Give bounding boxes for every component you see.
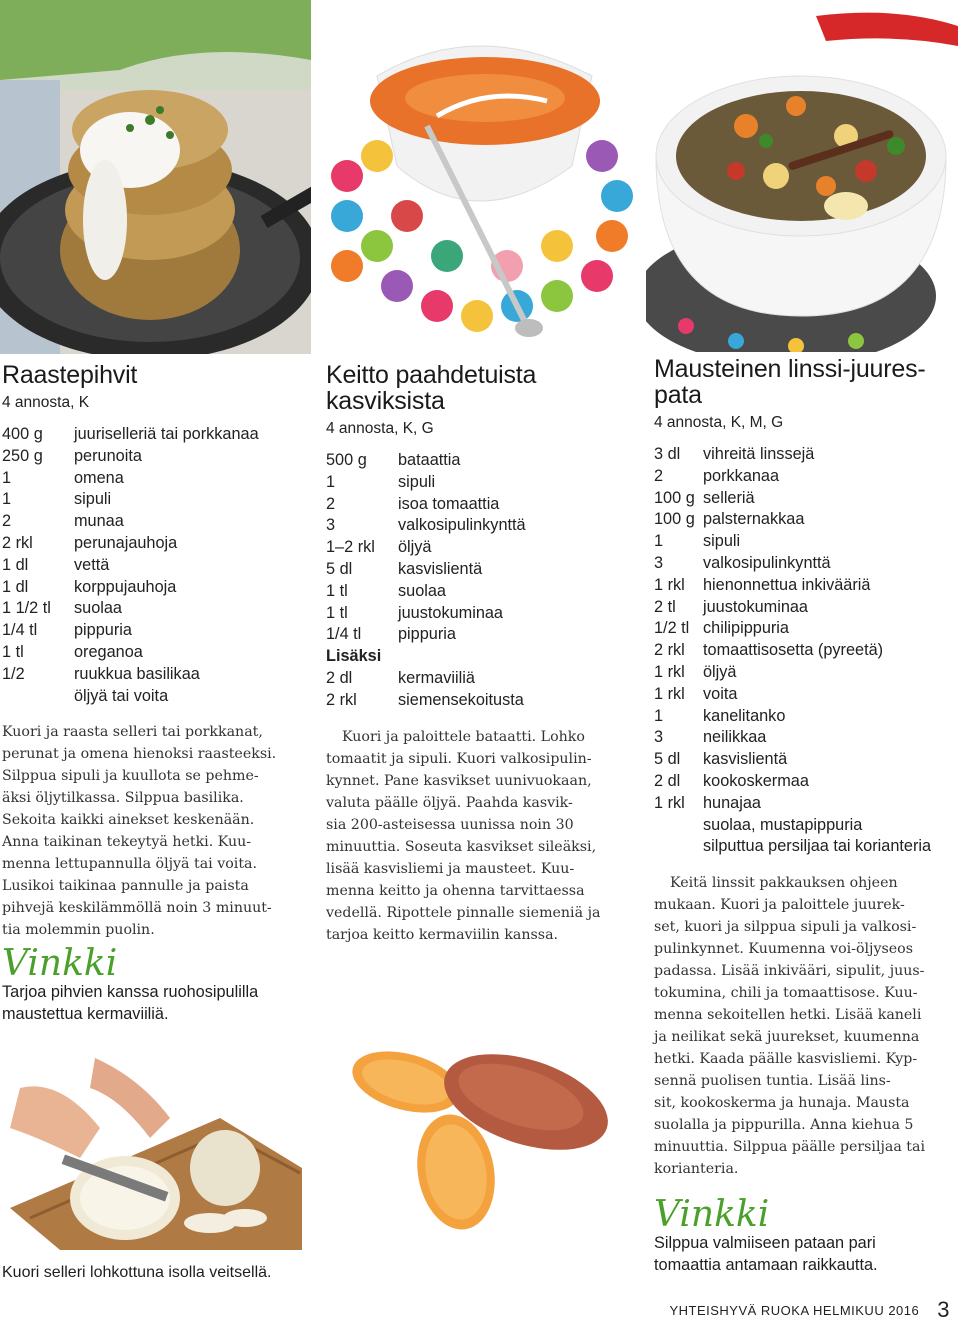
- text-line: tokumina, chili ja tomaattisose. Kuu-: [654, 985, 918, 1002]
- ingredient-row: [326, 668, 526, 690]
- recipe-linssi-juurespata: [654, 356, 958, 1276]
- ingredient-quantity: 250 g: [2, 446, 43, 465]
- ingredient-row: [654, 597, 931, 619]
- ingredient-row: [654, 488, 931, 510]
- ingredient-row: [326, 690, 526, 712]
- ingredient-row: [326, 581, 526, 603]
- ingredient-name: sipuli: [398, 472, 436, 491]
- ingredient-list: [2, 424, 259, 707]
- ingredient-row: [326, 537, 526, 559]
- ingredient-name: ruukkua basilikaa: [74, 664, 200, 683]
- ingredient-name: omena: [74, 468, 124, 487]
- ingredient-row: [2, 489, 259, 511]
- ingredient-row: [2, 664, 259, 686]
- ingredient-row: [2, 577, 259, 599]
- ingredient-quantity: 1: [326, 472, 336, 491]
- ingredient-name: palsternakkaa: [703, 510, 805, 529]
- ingredient-row: [326, 624, 526, 646]
- ingredient-name: sipuli: [703, 532, 741, 551]
- text-line: Lusikoi taikinaa pannulle ja paista: [2, 878, 249, 895]
- ingredient-quantity: 100 g: [654, 488, 695, 507]
- recipe-raastepihvit: [2, 362, 306, 1025]
- ingredient-name: hunajaa: [703, 793, 761, 812]
- ingredient-name: siemensekoitusta: [398, 690, 524, 709]
- ingredient-quantity: 400 g: [2, 425, 43, 443]
- ingredient-name: juustokuminaa: [398, 603, 503, 622]
- ingredient-quantity: 2: [2, 512, 12, 531]
- ingredient-quantity: 1/2 tl: [654, 619, 690, 638]
- ingredient-name: valkosipulinkynttä: [398, 516, 526, 535]
- tip-text: [2, 981, 306, 1025]
- text-line: pulinkynnet. Kuumenna voi-öljyseos: [654, 941, 913, 958]
- ingredient-quantity: 1: [2, 490, 12, 509]
- ingredient-quantity: 2: [654, 466, 664, 485]
- ingredient-name: pippuria: [74, 621, 132, 640]
- ingredient-row: [2, 620, 259, 642]
- text-line: [654, 872, 958, 894]
- ingredient-name: suolaa: [74, 599, 122, 618]
- page-footer: [669, 1298, 950, 1323]
- recipe-title: [654, 356, 958, 408]
- ingredient-row: [654, 793, 931, 815]
- ingredient-name: vettä: [74, 555, 110, 574]
- ingredient-row: [2, 511, 259, 533]
- ingredient-name: perunoita: [74, 446, 142, 465]
- text-line: lisää kasvisliemi ja mausteet. Kuu-: [326, 860, 575, 877]
- ingredient-row: [326, 515, 526, 537]
- ingredient-quantity: 3: [654, 728, 664, 747]
- text-line: sit, kookoskerma ja hunaja. Mausta: [654, 1095, 910, 1112]
- ingredient-quantity: 1 tl: [326, 603, 348, 622]
- ingredient-quantity: 2 dl: [326, 668, 353, 687]
- text-line: Sekoita kaikki ainekset keskenään.: [2, 812, 255, 829]
- page-number: 3: [937, 1297, 950, 1322]
- ingredient-quantity: 5 dl: [326, 559, 353, 578]
- text-line: Anna taikinan tekeytyä hetki. Kuu-: [2, 834, 252, 851]
- ingredient-name: neilikkaa: [703, 728, 767, 747]
- ingredient-name: valkosipulinkynttä: [703, 553, 831, 572]
- ingredient-name: suolaa, mustapippuria: [703, 815, 863, 834]
- ingredient-name: kermaviiliä: [398, 668, 475, 687]
- text-line: menna sekoitellen hetki. Lisää kaneli: [654, 1007, 922, 1024]
- ingredient-row: [2, 686, 259, 708]
- text-line: sennä puolisen tuntia. Lisää lins-: [654, 1073, 891, 1090]
- photo-soup-bowl: [317, 6, 637, 352]
- text-line: Tarjoa pihvien kanssa ruohosipulilla: [2, 983, 259, 1002]
- ingredient-row: [654, 575, 931, 597]
- ingredient-list: [654, 444, 931, 858]
- ingredient-name: öljyä: [703, 662, 737, 681]
- ingredient-subheading-label: Lisäksi: [326, 647, 382, 666]
- ingredient-quantity: [654, 836, 703, 858]
- ingredient-row: [654, 466, 931, 488]
- photo-caption: Kuori selleri lohkottuna isolla veitsellä.: [2, 1264, 272, 1281]
- tip-text: [654, 1232, 958, 1276]
- ingredient-name: kasvislientä: [703, 750, 788, 769]
- text-line: perunat ja omena hienoksi raasteeksi.: [2, 746, 277, 763]
- magazine-name: YHTEISHYVÄ RUOKA HELMIKUU 2016: [669, 1303, 920, 1318]
- ingredient-row: [654, 662, 931, 684]
- ingredient-row: [654, 684, 931, 706]
- text-line: sia 200-asteisessa uunissa noin 30: [326, 816, 574, 833]
- ingredient-name: sipuli: [74, 490, 112, 509]
- ingredient-quantity: 3: [326, 516, 336, 535]
- ingredient-name: hienonnettua inkivääriä: [703, 575, 871, 594]
- text-line: tomaattia antamaan raikkautta.: [654, 1256, 878, 1275]
- ingredient-name: korppujauhoja: [74, 577, 177, 596]
- ingredient-row: [654, 509, 931, 531]
- text-line: [326, 726, 632, 748]
- ingredient-row: [654, 836, 931, 858]
- ingredient-quantity: 2: [326, 494, 336, 513]
- ingredient-name: juuriselleriä tai porkkanaa: [74, 425, 259, 443]
- ingredient-row: [2, 642, 259, 664]
- text-line: Silppua sipuli ja kuullota se pehme-: [2, 768, 259, 785]
- ingredient-quantity: 3: [654, 553, 664, 572]
- recipe-title-line: Mausteinen linssi-juures-: [654, 355, 926, 383]
- ingredient-quantity: 2 dl: [654, 771, 681, 790]
- ingredient-quantity: 1 rkl: [654, 575, 685, 594]
- ingredient-name: silputtua persiljaa tai korianteria: [703, 837, 932, 856]
- ingredient-quantity: 2 rkl: [654, 641, 685, 660]
- ingredient-name: tomaattisosetta (pyreetä): [703, 641, 884, 660]
- ingredient-quantity: 500 g: [326, 451, 367, 469]
- text-line-content: Keitä linssit pakkauksen ohjeen: [670, 875, 898, 892]
- text-line: minuuttia. Silppua päälle persiljaa tai: [654, 1139, 926, 1156]
- ingredient-row: [326, 494, 526, 516]
- ingredient-quantity: [2, 686, 74, 708]
- text-line: maustettua kermaviiliä.: [2, 1005, 169, 1024]
- ingredient-name: bataattia: [398, 451, 461, 469]
- recipe-title-line: Keitto paahdetuista: [326, 361, 537, 389]
- ingredient-row: [326, 450, 526, 472]
- text-line: ja neilikat sekä juurekset, kuumenna: [654, 1029, 920, 1046]
- ingredient-name: selleriä: [703, 488, 755, 507]
- ingredient-row: [654, 749, 931, 771]
- ingredient-quantity: 1 1/2 tl: [2, 599, 51, 618]
- ingredient-row: [654, 618, 931, 640]
- text-line: korianteria.: [654, 1161, 739, 1178]
- ingredient-name: vihreitä linssejä: [703, 445, 815, 463]
- text-line: set, kuori ja silppua sipuli ja valkosi-: [654, 919, 917, 936]
- ingredient-name: suolaa: [398, 581, 446, 600]
- ingredient-row: [2, 598, 259, 620]
- ingredient-name: juustokuminaa: [703, 597, 808, 616]
- ingredient-quantity: 1 dl: [2, 555, 29, 574]
- ingredient-name: kanelitanko: [703, 706, 786, 725]
- ingredient-row: [326, 559, 526, 581]
- ingredient-name: kasvislientä: [398, 559, 483, 578]
- ingredient-row: [2, 468, 259, 490]
- ingredient-quantity: 1 rkl: [654, 662, 685, 681]
- ingredient-quantity: 1: [654, 706, 664, 725]
- text-line: minuuttia. Soseuta kasvikset sileäksi,: [326, 838, 597, 855]
- ingredient-quantity: 1: [2, 468, 12, 487]
- ingredient-quantity: 1 tl: [2, 642, 24, 661]
- ingredient-quantity: 1 dl: [2, 577, 29, 596]
- ingredient-row: [654, 727, 931, 749]
- ingredient-quantity: 1 tl: [326, 581, 348, 600]
- ingredient-quantity: 2 rkl: [2, 533, 33, 552]
- recipe-method: [654, 872, 958, 1180]
- ingredient-name: öljyä tai voita: [74, 686, 169, 705]
- text-line: Silppua valmiiseen pataan pari: [654, 1234, 876, 1253]
- text-line: menna lettupannulla öljyä tai voita.: [2, 856, 257, 873]
- photo-lentil-pot: [646, 6, 960, 352]
- photo-cutting-celeriac: [0, 1058, 302, 1250]
- photo-sweet-potatoes: [346, 1042, 610, 1234]
- text-line: valuta päälle öljyä. Paahda kasvik-: [326, 794, 573, 811]
- ingredient-row: [2, 424, 259, 446]
- text-line: mukaan. Kuori ja paloittele juurek-: [654, 897, 905, 914]
- ingredient-subheading: [326, 646, 526, 668]
- ingredient-quantity: 100 g: [654, 510, 695, 529]
- text-line: äksi öljytilkassa. Silppua basilika.: [2, 790, 244, 807]
- recipe-method: [2, 721, 306, 941]
- text-line: tomaatit ja sipuli. Kuori valkosipulin-: [326, 750, 592, 767]
- recipe-title-line: kasviksista: [326, 387, 445, 415]
- ingredient-row: [654, 531, 931, 553]
- text-line-content: Kuori ja paloittele bataatti. Lohko: [342, 728, 585, 745]
- ingredient-row: [2, 555, 259, 577]
- ingredient-name: porkkanaa: [703, 466, 780, 485]
- ingredient-quantity: 5 dl: [654, 750, 681, 769]
- recipe-title: [326, 362, 632, 414]
- ingredient-quantity: 1 rkl: [654, 684, 685, 703]
- recipe-method: [326, 726, 632, 946]
- text-line: tia molemmin puolin.: [2, 922, 155, 939]
- ingredient-name: voita: [703, 684, 738, 703]
- ingredient-row: [654, 640, 931, 662]
- ingredient-quantity: 3 dl: [654, 445, 681, 463]
- ingredient-row: [654, 553, 931, 575]
- recipe-servings: 4 annosta, K, M, G: [654, 414, 784, 431]
- text-line: vedellä. Ripottele pinnalle siemeniä ja: [326, 904, 601, 921]
- text-line: suolalla ja pippurilla. Anna kiehua 5: [654, 1117, 914, 1134]
- text-line: menna keitto ja ohenna tarvittaessa: [326, 882, 585, 899]
- ingredient-row: [2, 446, 259, 468]
- recipe-title: Raastepihvit: [2, 361, 138, 389]
- ingredient-quantity: [654, 815, 703, 837]
- text-line: padassa. Lisää inkivääri, sipulit, juus-: [654, 963, 925, 980]
- text-line: hetki. Kaada päälle kasvisliemi. Kyp-: [654, 1051, 918, 1068]
- ingredient-row: [654, 706, 931, 728]
- ingredient-quantity: 2 rkl: [326, 690, 357, 709]
- ingredient-row: [654, 444, 931, 466]
- ingredient-name: pippuria: [398, 625, 456, 644]
- ingredient-name: oreganoa: [74, 642, 143, 661]
- ingredient-row: [326, 603, 526, 625]
- tip-heading: Vinkki: [654, 1194, 770, 1236]
- text-line: pihvejä keskilämmöllä noin 3 minuut-: [2, 900, 272, 917]
- ingredient-name: chilipippuria: [703, 619, 789, 638]
- ingredient-row: [654, 771, 931, 793]
- recipe-keitto: [326, 362, 632, 946]
- text-line: kynnet. Pane kasvikset uunivuokaan,: [326, 772, 592, 789]
- text-line: Kuori ja raasta selleri tai porkkanat,: [2, 724, 263, 741]
- ingredient-quantity: 1/4 tl: [2, 621, 38, 640]
- ingredient-name: öljyä: [398, 538, 432, 557]
- ingredient-row: [654, 815, 931, 837]
- ingredient-row: [326, 472, 526, 494]
- text-line: tarjoa keitto kermaviilin kanssa.: [326, 926, 559, 943]
- ingredient-name: kookoskermaa: [703, 771, 809, 790]
- ingredient-name: perunajauhoja: [74, 533, 178, 552]
- ingredient-row: [2, 533, 259, 555]
- recipe-servings: 4 annosta, K, G: [326, 420, 434, 437]
- ingredient-quantity: 2 tl: [654, 597, 676, 616]
- ingredient-quantity: 1–2 rkl: [326, 538, 375, 557]
- recipe-title-line: pata: [654, 381, 702, 409]
- photo-potato-patties: [0, 0, 311, 354]
- ingredient-quantity: 1/4 tl: [326, 625, 362, 644]
- ingredient-quantity: 1/2: [2, 664, 25, 683]
- ingredient-quantity: 1: [654, 532, 664, 551]
- ingredient-quantity: 1 rkl: [654, 793, 685, 812]
- recipe-servings: 4 annosta, K: [2, 394, 90, 411]
- ingredient-name: isoa tomaattia: [398, 494, 500, 513]
- ingredient-name: munaa: [74, 512, 124, 531]
- tip-heading: Vinkki: [2, 943, 118, 985]
- ingredient-list: [326, 450, 526, 712]
